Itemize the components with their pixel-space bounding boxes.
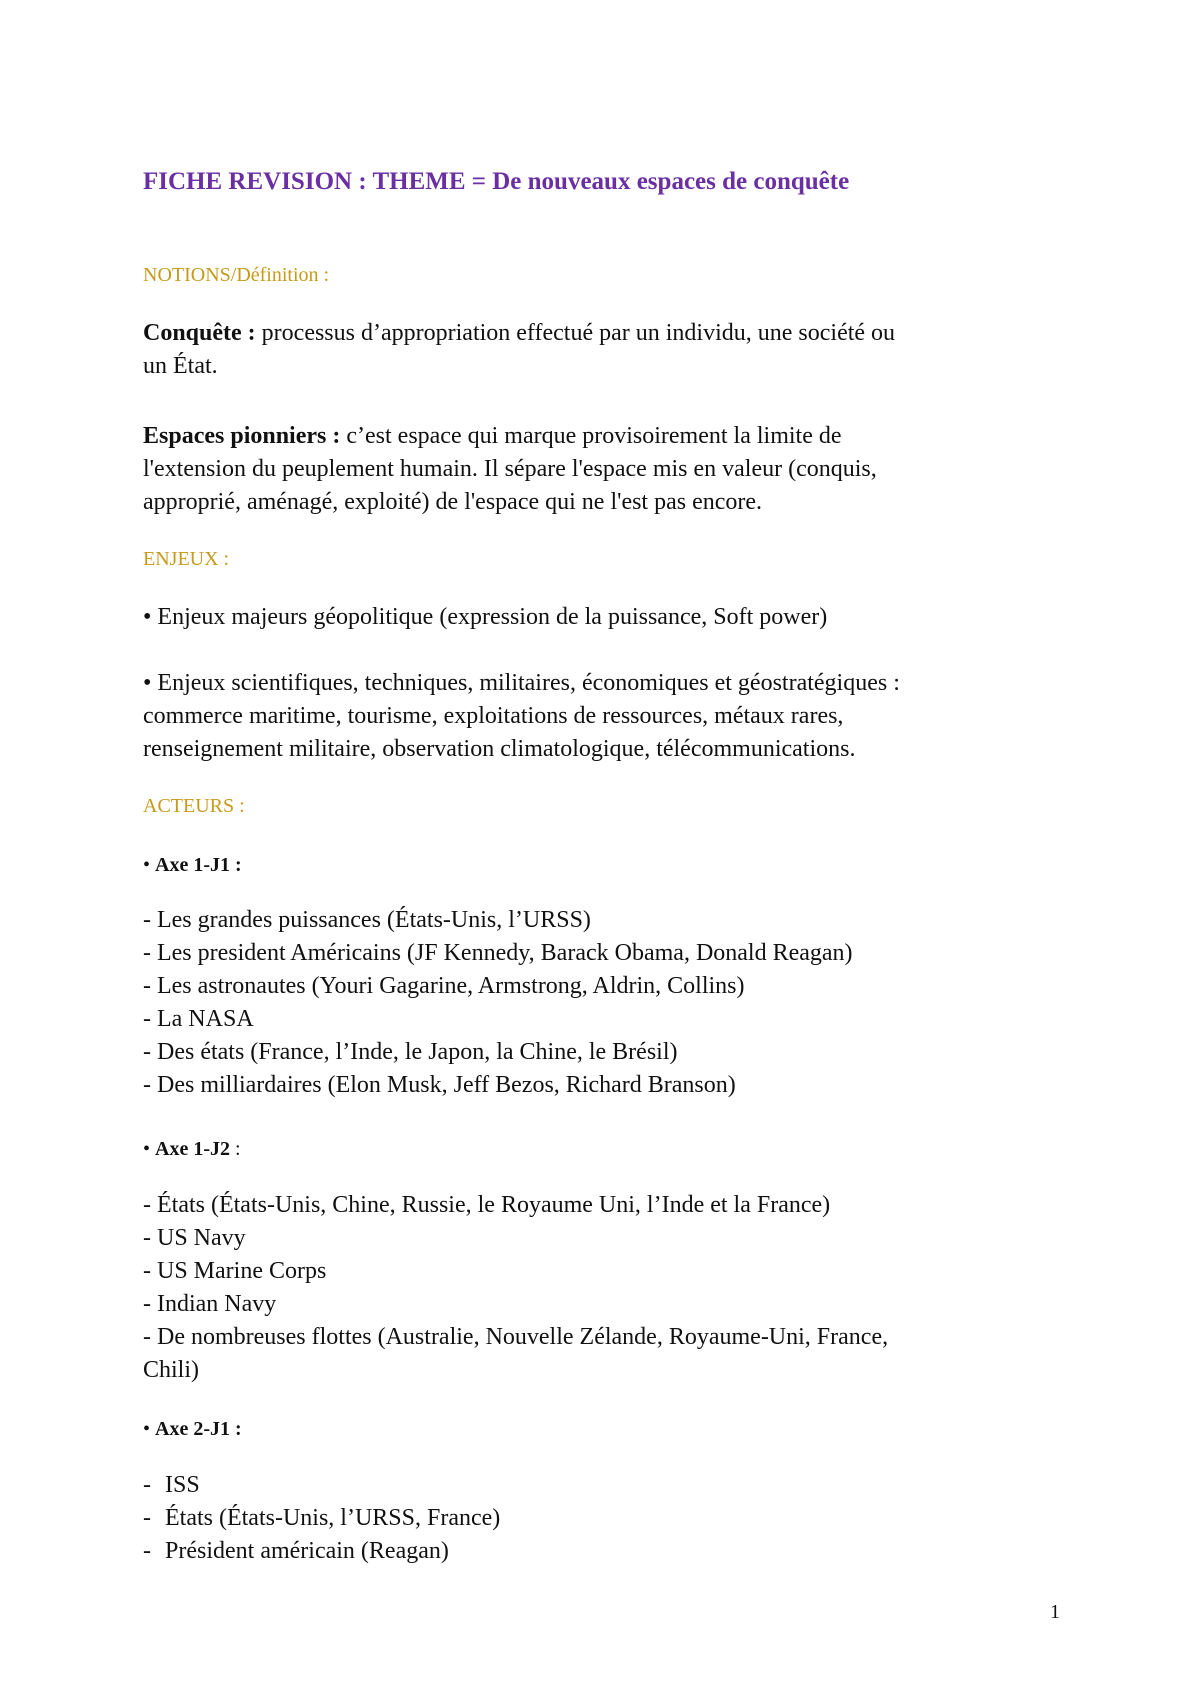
enjeux-item-2-line-1: • Enjeux scientifiques, techniques, militaires, économiques et géostratégiques : [143,670,900,696]
axe-1-j2-heading [143,1134,241,1164]
espaces-definition-line-1 [143,421,842,451]
list-item: - Des milliardaires (Elon Musk, Jeff Bezos, Richard Branson) [143,1072,736,1098]
axe-label: Axe 2-J1 : [155,1418,242,1440]
list-item: - La NASA [143,1006,254,1032]
enjeux-item-2-line-2: commerce maritime, tourisme, exploitations de ressources, métaux rares, [143,703,844,729]
espaces-definition-line-2: l'extension du peuplement humain. Il sépare l'espace mis en valeur (conquis, [143,456,877,482]
list-item-text: Président américain (Reagan) [165,1538,449,1564]
dash-marker: - [143,1505,151,1531]
list-item: - Les grandes puissances (États-Unis, l’URSS) [143,907,591,933]
enjeux-item-2-line-3: renseignement militaire, observation climatologique, télécommunications. [143,736,856,762]
conquete-term: Conquête : [143,320,256,346]
list-item: - De nombreuses flottes (Australie, Nouvelle Zélande, Royaume-Uni, France, [143,1324,889,1350]
axe-label: Axe 1-J1 : [155,854,242,876]
list-item: - Des états (France, l’Inde, le Japon, la Chine, le Brésil) [143,1039,678,1065]
list-item: - Les president Américains (JF Kennedy, Barack Obama, Donald Reagan) [143,940,853,966]
list-item: Chili) [143,1357,200,1383]
espaces-definition-line-3: approprié, aménagé, exploité) de l'espace qui ne l'est pas encore. [143,489,763,515]
list-item: - Indian Navy [143,1291,277,1317]
list-item [143,1503,500,1533]
axe-colon: : [230,1138,241,1160]
axe-2-j1-heading [143,1414,242,1444]
dash-marker: - [143,1538,151,1564]
axe-label: Axe 1-J2 [155,1138,230,1160]
dash-marker: - [143,1472,151,1498]
list-item [143,1536,449,1566]
conquete-definition-line-2: un État. [143,353,218,379]
notions-heading: NOTIONS/Définition : [143,264,330,286]
bullet: • [143,1138,156,1160]
list-item: - US Navy [143,1225,246,1251]
bullet: • [143,1418,156,1440]
page-number: 1 [1050,1601,1060,1623]
enjeux-item-1: • Enjeux majeurs géopolitique (expression de la puissance, Soft power) [143,604,828,630]
bullet: • [143,854,156,876]
list-item [143,1470,200,1500]
acteurs-heading: ACTEURS : [143,795,245,817]
conquete-definition-line-1 [143,318,895,348]
page-title: FICHE REVISION : THEME = De nouveaux espaces de conquête [143,168,850,195]
conquete-def-text: processus d’appropriation effectué par un individu, une société ou [255,320,896,346]
enjeux-heading: ENJEUX : [143,548,230,570]
list-item-text: ISS [165,1472,200,1498]
espaces-term: Espaces pionniers : [143,423,341,449]
axe-1-j1-heading [143,850,242,880]
list-item: - US Marine Corps [143,1258,327,1284]
list-item-text: États (États-Unis, l’URSS, France) [165,1505,501,1531]
list-item: - États (États-Unis, Chine, Russie, le Royaume Uni, l’Inde et la France) [143,1192,831,1218]
espaces-def-text: c’est espace qui marque provisoirement la limite de [340,423,842,449]
list-item: - Les astronautes (Youri Gagarine, Armstrong, Aldrin, Collins) [143,973,745,999]
